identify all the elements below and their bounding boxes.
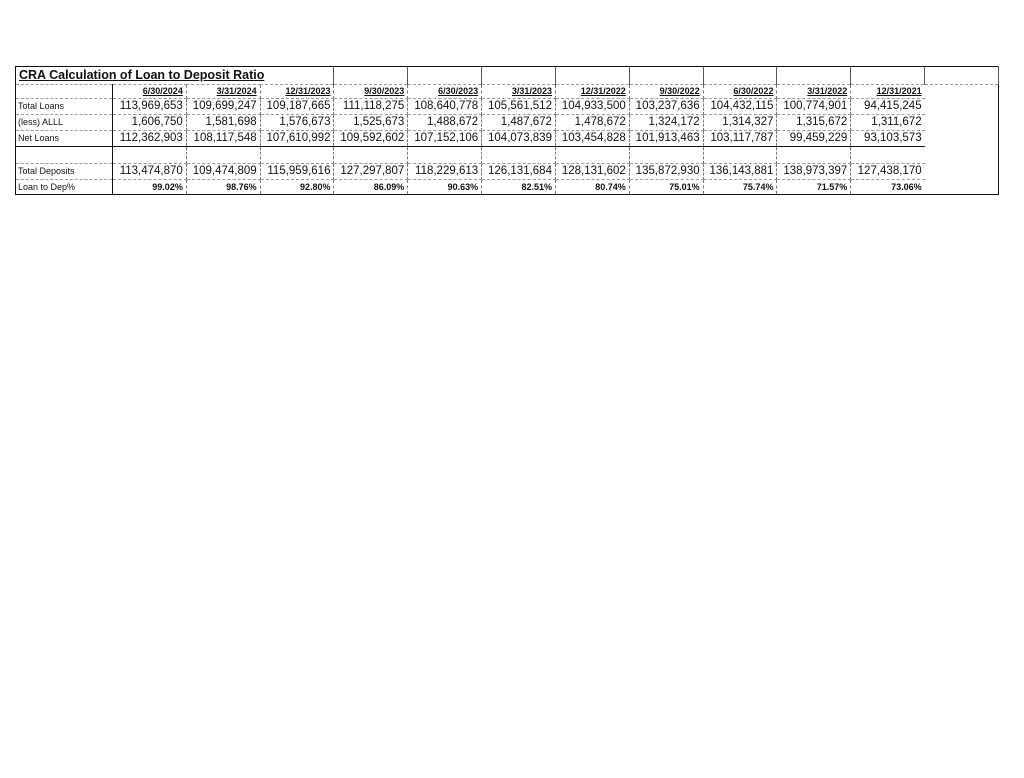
ratio-cell: 92.80% bbox=[260, 180, 334, 195]
value-cell: 107,152,106 bbox=[408, 131, 482, 147]
title-row-cell bbox=[777, 67, 851, 85]
title-row-cell bbox=[629, 67, 703, 85]
period-header: 6/30/2022 bbox=[703, 85, 777, 99]
table-title: CRA Calculation of Loan to Deposit Ratio bbox=[16, 67, 334, 85]
row-label: Total Loans bbox=[16, 99, 113, 115]
ratio-cell: 75.01% bbox=[629, 180, 703, 195]
value-cell: 99,459,229 bbox=[777, 131, 851, 147]
ratio-cell: 98.76% bbox=[186, 180, 260, 195]
value-cell: 109,699,247 bbox=[186, 99, 260, 115]
value-cell: 113,969,653 bbox=[113, 99, 187, 115]
value-cell: 109,474,809 bbox=[186, 164, 260, 180]
title-row-cell bbox=[408, 67, 482, 85]
title-row-cell bbox=[555, 67, 629, 85]
value-cell: 1,525,673 bbox=[334, 115, 408, 131]
value-cell: 1,314,327 bbox=[703, 115, 777, 131]
period-header: 9/30/2023 bbox=[334, 85, 408, 99]
total-deposits-row bbox=[16, 164, 999, 180]
spacer-cell bbox=[260, 147, 334, 164]
value-cell: 108,117,548 bbox=[186, 131, 260, 147]
value-cell: 108,640,778 bbox=[408, 99, 482, 115]
value-cell: 1,606,750 bbox=[113, 115, 187, 131]
spacer-cell bbox=[555, 147, 629, 164]
spacer-cell bbox=[629, 147, 703, 164]
value-cell: 107,610,992 bbox=[260, 131, 334, 147]
value-cell: 104,073,839 bbox=[482, 131, 556, 147]
title-row-cell bbox=[851, 67, 925, 85]
value-cell: 1,581,698 bbox=[186, 115, 260, 131]
value-cell: 104,933,500 bbox=[555, 99, 629, 115]
total-loans-row bbox=[16, 99, 999, 115]
value-cell: 109,592,602 bbox=[334, 131, 408, 147]
period-header: 6/30/2024 bbox=[113, 85, 187, 99]
value-cell: 1,487,672 bbox=[482, 115, 556, 131]
period-header-row bbox=[16, 85, 999, 99]
value-cell: 109,187,665 bbox=[260, 99, 334, 115]
ratio-cell: 86.09% bbox=[334, 180, 408, 195]
value-cell: 101,913,463 bbox=[629, 131, 703, 147]
period-header: 12/31/2021 bbox=[851, 85, 925, 99]
value-cell: 104,432,115 bbox=[703, 99, 777, 115]
title-row-cell bbox=[334, 67, 408, 85]
loan-to-deposit-row bbox=[16, 180, 999, 195]
value-cell: 113,474,870 bbox=[113, 164, 187, 180]
row-label: (less) ALLL bbox=[16, 115, 113, 131]
row-label: Loan to Dep% bbox=[16, 180, 113, 195]
value-cell: 100,774,901 bbox=[777, 99, 851, 115]
title-row-cell bbox=[703, 67, 777, 85]
value-cell: 1,576,673 bbox=[260, 115, 334, 131]
period-header: 3/31/2023 bbox=[482, 85, 556, 99]
ratio-cell: 71.57% bbox=[777, 180, 851, 195]
ratio-cell: 80.74% bbox=[555, 180, 629, 195]
value-cell: 112,362,903 bbox=[113, 131, 187, 147]
title-row-cell bbox=[482, 67, 556, 85]
value-cell: 115,959,616 bbox=[260, 164, 334, 180]
spacer-cell bbox=[334, 147, 408, 164]
title-row bbox=[16, 67, 999, 85]
spacer-cell bbox=[16, 147, 113, 164]
value-cell: 136,143,881 bbox=[703, 164, 777, 180]
alll-row bbox=[16, 115, 999, 131]
spacer-row bbox=[16, 147, 999, 164]
spacer-cell bbox=[482, 147, 556, 164]
value-cell: 127,297,807 bbox=[334, 164, 408, 180]
value-cell: 128,131,602 bbox=[555, 164, 629, 180]
header-label-cell bbox=[16, 85, 113, 99]
value-cell: 1,311,672 bbox=[851, 115, 925, 131]
spacer-cell bbox=[703, 147, 777, 164]
value-cell: 127,438,170 bbox=[851, 164, 925, 180]
spacer-cell bbox=[777, 147, 851, 164]
ratio-cell: 90.63% bbox=[408, 180, 482, 195]
value-cell: 93,103,573 bbox=[851, 131, 925, 147]
value-cell: 138,973,397 bbox=[777, 164, 851, 180]
ratio-cell: 82.51% bbox=[482, 180, 556, 195]
period-header: 3/31/2024 bbox=[186, 85, 260, 99]
period-header: 6/30/2023 bbox=[408, 85, 482, 99]
net-loans-row bbox=[16, 131, 999, 147]
value-cell: 111,118,275 bbox=[334, 99, 408, 115]
value-cell: 105,561,512 bbox=[482, 99, 556, 115]
value-cell: 1,315,672 bbox=[777, 115, 851, 131]
value-cell: 103,237,636 bbox=[629, 99, 703, 115]
title-row-cell bbox=[925, 67, 999, 85]
period-header: 9/30/2022 bbox=[629, 85, 703, 99]
spacer-cell bbox=[113, 147, 187, 164]
value-cell: 103,117,787 bbox=[703, 131, 777, 147]
value-cell: 1,324,172 bbox=[629, 115, 703, 131]
period-header: 12/31/2023 bbox=[260, 85, 334, 99]
row-label: Total Deposits bbox=[16, 164, 113, 180]
cra-loan-deposit-table bbox=[15, 66, 999, 195]
spacer-cell bbox=[851, 147, 925, 164]
spacer-cell bbox=[186, 147, 260, 164]
row-label: Net Loans bbox=[16, 131, 113, 147]
spacer-cell bbox=[408, 147, 482, 164]
value-cell: 103,454,828 bbox=[555, 131, 629, 147]
value-cell: 126,131,684 bbox=[482, 164, 556, 180]
value-cell: 94,415,245 bbox=[851, 99, 925, 115]
value-cell: 1,488,672 bbox=[408, 115, 482, 131]
value-cell: 135,872,930 bbox=[629, 164, 703, 180]
ratio-cell: 73.06% bbox=[851, 180, 925, 195]
value-cell: 118,229,613 bbox=[408, 164, 482, 180]
value-cell: 1,478,672 bbox=[555, 115, 629, 131]
period-header: 12/31/2022 bbox=[555, 85, 629, 99]
ratio-cell: 75.74% bbox=[703, 180, 777, 195]
period-header: 3/31/2022 bbox=[777, 85, 851, 99]
ratio-cell: 99.02% bbox=[113, 180, 187, 195]
